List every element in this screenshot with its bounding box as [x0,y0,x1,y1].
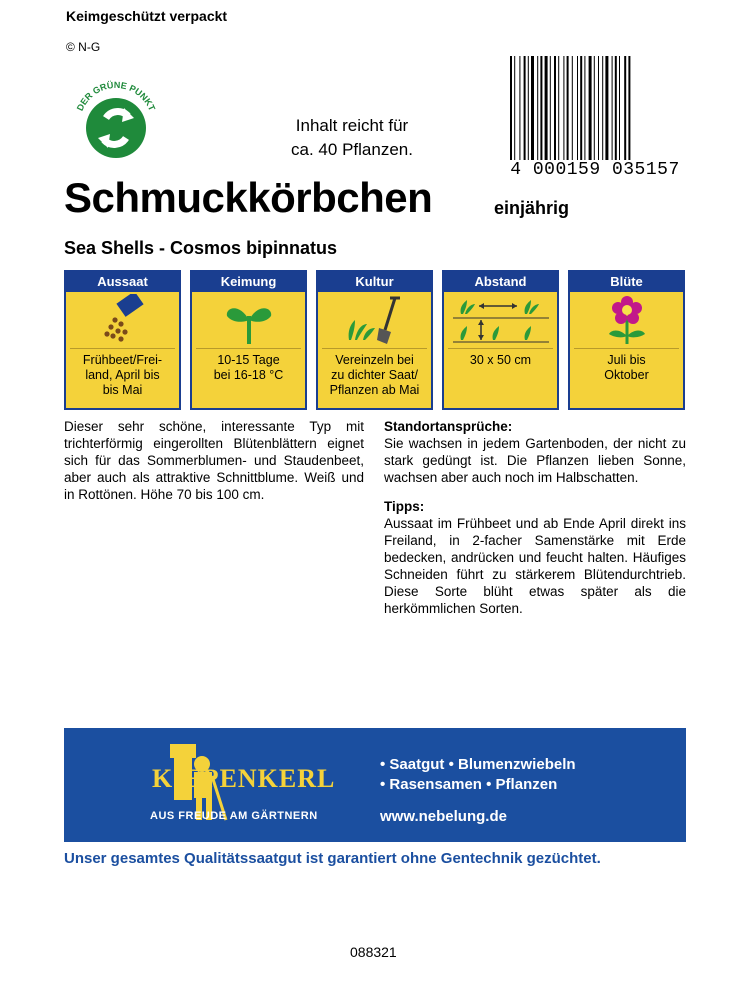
card-text-line2: zu dichter Saat/ [331,368,418,382]
spade-icon [318,292,431,348]
card-text [574,348,679,407]
copyright-text: © N-G [66,40,101,54]
content-note-line2: ca. 40 Pflanzen. [291,140,413,159]
flower-icon [570,292,683,348]
card-text-line3: bis Mai [102,383,143,397]
card-text-line3: Pflanzen ab Mai [329,383,420,397]
barcode-bar [602,56,603,160]
card-abstand [442,270,559,410]
barcode-bar [594,56,595,160]
svg-text:DER GRÜNE PUNKT: DER GRÜNE PUNKT [74,79,158,113]
gmo-free-note: Unser gesamtes Qualitätssaatgut ist garantiert ohne Gentechnik gezüchtet. [64,850,601,867]
card-keimung [190,270,307,410]
packaging-note: Keimgeschützt verpackt [66,8,228,24]
card-text-line1: 30 x 50 cm [469,353,532,367]
product-title: Schmuckkörbchen [64,174,433,221]
details-column [384,418,686,617]
products-line-2: • Rasensamen • Pflanzen [380,776,558,793]
barcode-bar [558,56,559,160]
card-text-line2: bei 16-18 °C [213,368,284,382]
annual-label: einjährig [494,198,570,218]
barcode-bar [528,56,529,160]
barcode-bar [572,56,573,160]
location-text: Sie wachsen in jedem Gartenboden, der nicht zu stark gedüngt ist. Die Pflanzen lieben Sonne, wachsen aber auch noch im Halbschatten. [384,436,686,485]
barcode-bar [540,56,542,160]
products-line-1: • Saatgut • Blumenzwiebeln [380,756,576,773]
barcode-bar [605,56,608,160]
card-label: Aussaat [66,272,179,292]
barcode-bar [531,56,534,160]
barcode-bar [563,56,564,160]
card-text [196,348,301,407]
barcode-bar [624,56,626,160]
content-note-line1: Inhalt reicht für [295,116,409,135]
card-text [70,348,175,407]
barcode [508,56,682,182]
brand-name: KIEPENKERL [152,764,336,793]
barcode-bar [577,56,578,160]
barcode-bar [567,56,569,160]
barcode-bar [514,56,515,160]
sowing-icon [66,292,179,348]
barcode-digits: 4 000159 035157 [510,160,680,180]
tips-heading: Tipps: [384,499,425,514]
barcode-bar [589,56,592,160]
barcode-bar [554,56,556,160]
card-kultur [316,270,433,410]
barcode-bar [615,56,617,160]
card-text-line1: Vereinzeln bei [335,353,414,367]
card-label: Keimung [192,272,305,292]
barcode-bar [584,56,585,160]
barcode-bar [510,56,512,160]
card-text-line2: land, April bis [85,368,160,382]
green-dot-logo [68,76,164,172]
brand-slogan: AUS FREUDE AM GÄRTNERN [150,810,318,822]
description-text: Dieser sehr schöne, interessante Typ mit trichterförmig eingerollten Blütenblättern eignet sich für das Sommerblumen- und Staudenbeet, aber auch als attraktive Schnittblume. Weiß und in Rottönen. Höhe 70 bis 100 cm. [64,419,364,502]
card-text [448,348,553,407]
barcode-bar [524,56,526,160]
card-bluete [568,270,685,410]
card-text-line1: Juli bis [607,353,646,367]
barcode-bar [550,56,551,160]
card-label: Kultur [318,272,431,292]
scientific-name: Sea Shells - Cosmos bipinnatus [64,238,338,258]
card-text-line2: Oktober [604,368,649,382]
brand-banner [64,728,686,842]
card-text-line1: Frühbeet/Frei- [82,353,163,367]
card-aussaat [64,270,181,410]
content-note [262,114,442,162]
spacing-icon [444,292,557,348]
barcode-bar [537,56,538,160]
location-heading: Standortansprüche: [384,419,513,434]
barcode-bar [612,56,613,160]
sprout-icon [192,292,305,348]
tips-text: Aussaat im Frühbeet und ab Ende April direkt ins Freiland, in 2-facher Samenstärke mit Erde bedecken, andrücken und feucht halten. Häufiges Schneiden führt zu stärkerem Blütendurchtrieb. Diese Sorte blüht etwas später als die herkömmlichen Sorten. [384,516,686,616]
barcode-bar [545,56,548,160]
barcode-bar [519,56,520,160]
card-text-line1: 10-15 Tage [217,353,280,367]
product-code: 088321 [350,944,397,960]
barcode-bar [628,56,630,160]
website-link[interactable]: www.nebelung.de [380,808,507,825]
barcode-bar [580,56,582,160]
card-text [322,348,427,407]
card-label: Abstand [444,272,557,292]
barcode-bar [598,56,599,160]
card-label: Blüte [570,272,683,292]
barcode-bar [619,56,620,160]
barcode-bars [508,56,682,160]
